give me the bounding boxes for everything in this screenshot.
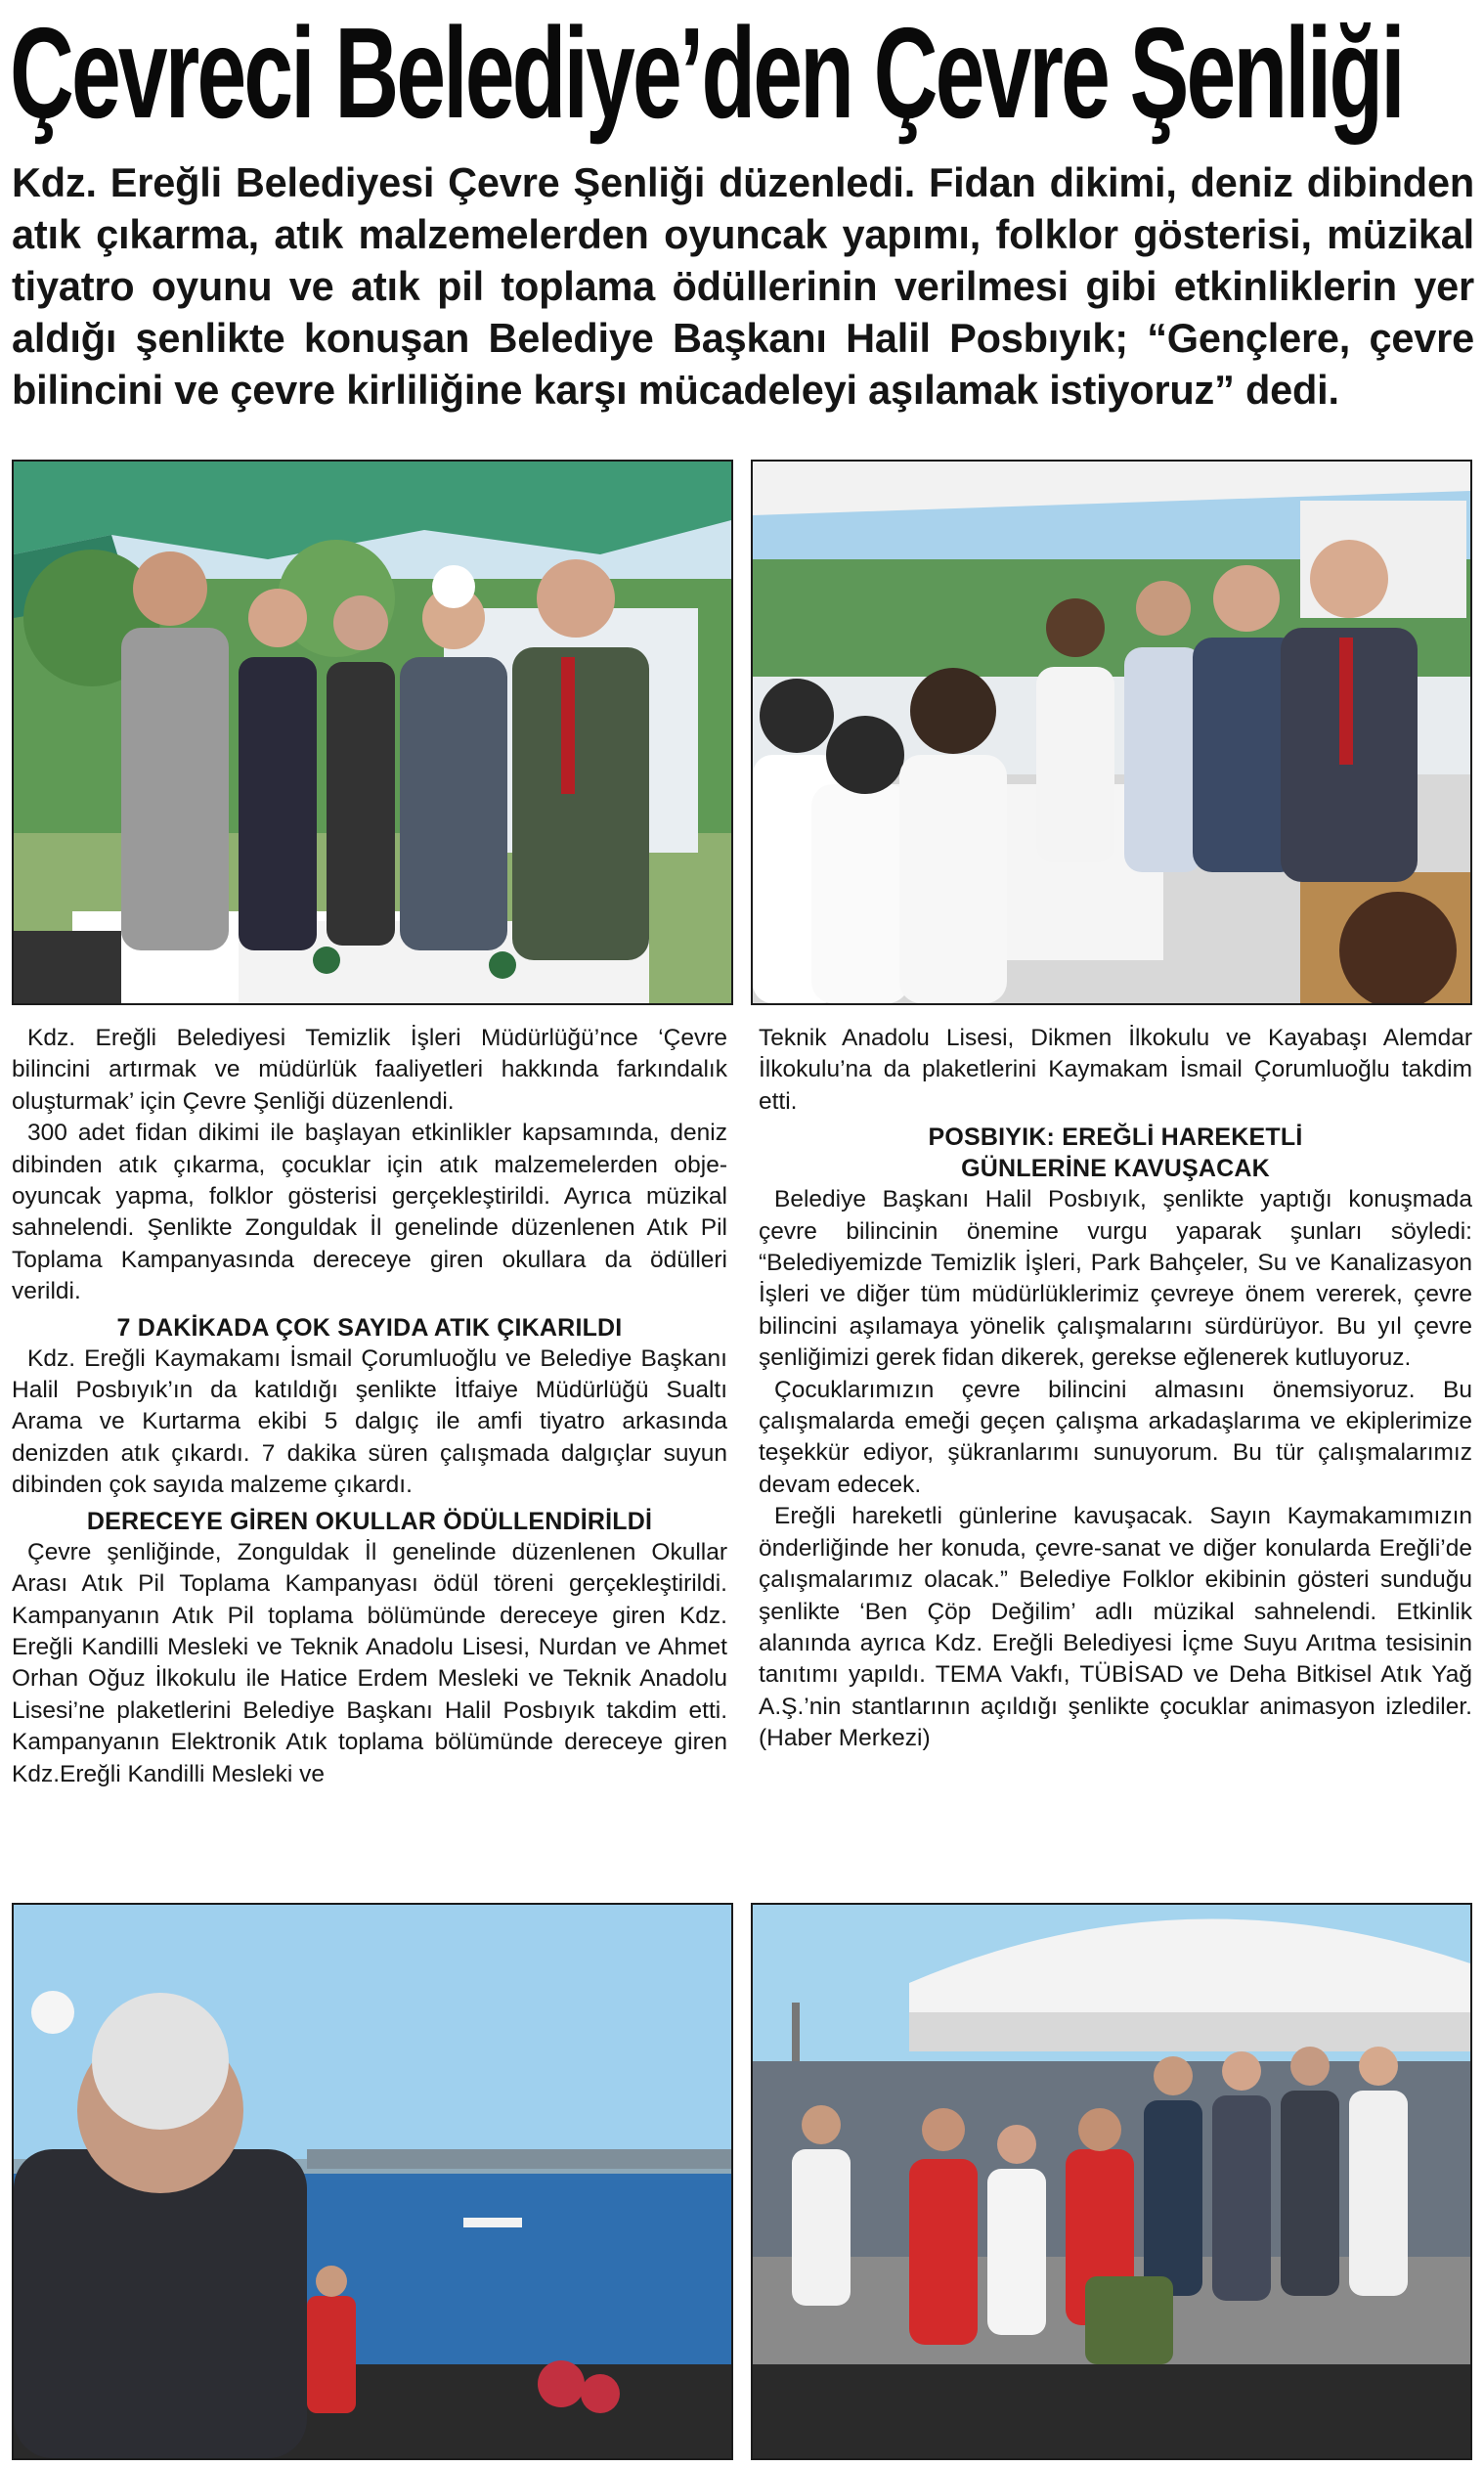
subheading: DERECEYE GİREN OKULLAR ÖDÜLLENDİRİLDİ xyxy=(86,1507,653,1535)
body-paragraph: Belediye Başkanı Halil Posbıyık, şenlikte yaptığı konuşmada çevre bilincinin önemine vurgu yaparak şunları söyledi: “Belediyemizde Temizlik İşleri, Park Bahçeler, Su ve Kanalizasyon İşleri ve diğer tüm müdürlüklerimiz çevreye önem vererek, çevre bilincini aşılamaya yönelik çalışmalarını sürdürüyor. Bu yıl çevre şenliğimizi gerek fidan dikerek, gerekse eğlenerek kutluyoruz. xyxy=(759,1186,1472,1372)
body-paragraph: Kdz. Ereğli Belediyesi Temizlik İşleri Müdürlüğü’nce ‘Çevre bilincini artırmak ve müdürlük faaliyetleri hakkında farkındalık oluşturmak’ için Çevre Şenliği düzenlendi. xyxy=(12,1025,727,1115)
body-paragraph: Ereğli hareketli günlerine kavuşacak. Sayın Kaymakamımızın önderliğinde her konuda, çevre-sanat ve diğer konularda Ereğli’de çalışmalarımız olacak.” Belediye Folklor ekibinin gösteri sunduğu şenlikte ‘Ben Çöp Değilim’ adlı müzikal sahnelendi. Etkinlik alanında ayrıca Kdz. Ereğli Belediyesi İçme Suyu Arıtma tesisinin tanıtımı yapıldı. TEMA Vakfı, TÜBİSAD ve Deha Bitkisel Atık Yağ A.Ş.’nin stantlarının açıldığı şenlikte çocuklar animasyon izlediler. (Haber Merkezi) xyxy=(759,1503,1472,1752)
subheading-line: POSBIYIK: EREĞLİ HAREKETLİ xyxy=(928,1123,1303,1152)
body-paragraph: Kdz. Ereğli Kaymakamı İsmail Çorumluoğlu ve Belediye Başkanı Halil Posbıyık’ın da katıldığı şenlikte İtfaiye Müdürlüğü Sualtı Arama ve Kurtarma ekibi 5 dalgıç ile amfi tiyatro arkasında denizden atık çıkardı. 7 dakika süren çalışmada dalgıçlar suyun dibinden çok sayıda malzeme çıkardı. xyxy=(12,1344,727,1499)
article-column-left xyxy=(12,1023,727,1790)
body-paragraph: 300 adet fidan dikimi ile başlayan etkinlikler kapsamında, deniz dibinden atık çıkarma, çocuklar için atık malzemelerden obje-oyuncak yapma, folklor gösterisi gerçekleştirildi. Ayrıca müzikal sahnelendi. Şenlikte Zonguldak İl genelinde düzenlenen Atık Pil Toplama Kampanyasında dereceye giren okullara da ödülleri verildi. xyxy=(12,1120,727,1305)
photo-officials-tent xyxy=(12,460,733,1005)
subheading xyxy=(759,1122,1472,1184)
photo-children-workshop xyxy=(751,460,1472,1005)
body-paragraph: Çevre şenliğinde, Zonguldak İl genelinde düzenlenen Okullar Arası Atık Pil Toplama Kampanyası ödül töreni gerçekleştirildi. Kampanyanın Atık Pil toplama bölümünde dereceye giren Kdz. Ereğli Kandilli Mesleki ve Teknik Anadolu Lisesi, Nurdan ve Ahmet Orhan Oğuz İlkokulu ile Hatice Erdem Mesleki ve Teknik Anadolu Lisesi’ne plaketlerini Belediye Başkanı Halil Posbıyık takdim etti. Kampanyanın Elektronik Atık toplama bölümünde dereceye giren Kdz.Ereğli Kandilli Mesleki ve xyxy=(12,1538,727,1787)
photo-sea-view xyxy=(12,1903,733,2460)
body-paragraph: Teknik Anadolu Lisesi, Dikmen İlkokulu ve Kayabaşı Alemdar İlkokulu’na da plaketlerini Kaymakam İsmail Çorumluoğlu takdim etti. xyxy=(759,1025,1472,1115)
headline: Çevreci Belediye’den Çevre Şenliği xyxy=(10,1,1403,145)
body-paragraph: Çocuklarımızın çevre bilincini almasını önemsiyoruz. Bu çalışmalarda emeği geçen çalışma arkadaşlarıma ve ekiplerimize teşekkür ediyor, şükranlarımı sunuyorum. Bu tür çalışmalarımız devam edecek. xyxy=(759,1376,1472,1498)
lead-paragraph: Kdz. Ereğli Belediyesi Çevre Şenliği düzenledi. Fidan dikimi, deniz dibinden atık çıkarma, atık malzemelerden oyuncak yapımı, folklor gösterisi, müzikal tiyatro oyunu ve atık pil toplama ödüllerinin verilmesi gibi etkinliklerin yer aldığı şenlikte konuşan Belediye Başkanı Halil Posbıyık; “Gençlere, çevre bilincini ve çevre kirliliğine karşı mücadeleyi aşılamak istiyoruz” dedi. xyxy=(12,159,1474,413)
subheading-line: GÜNLERİNE KAVUŞACAK xyxy=(961,1155,1270,1183)
subheading: 7 DAKİKADA ÇOK SAYIDA ATIK ÇIKARILDI xyxy=(116,1313,623,1342)
article-column-right xyxy=(759,1023,1472,1755)
photo-diver-waste xyxy=(751,1903,1472,2460)
